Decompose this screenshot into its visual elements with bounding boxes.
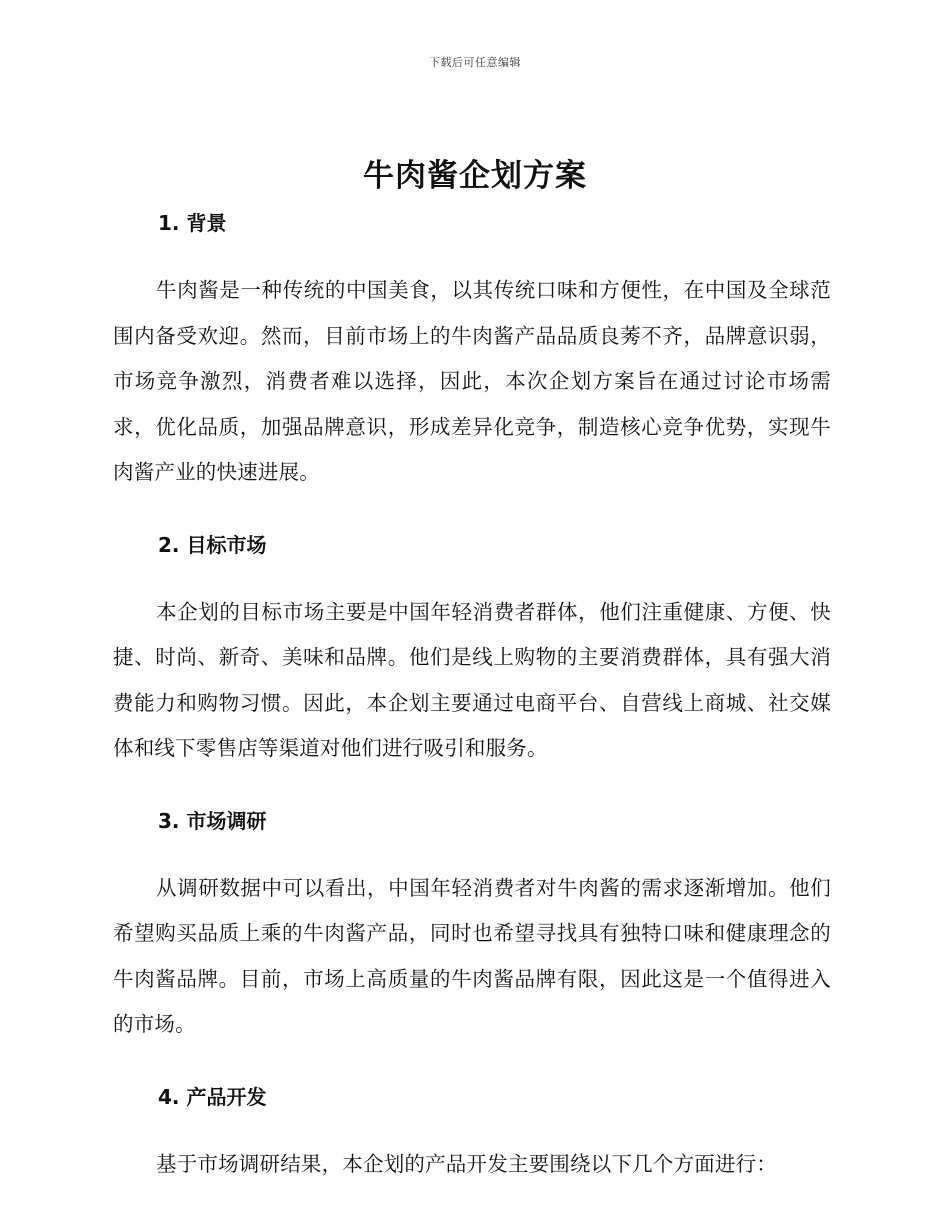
- section-paragraph: 从调研数据中可以看出，中国年轻消费者对牛肉酱的需求逐渐增加。他们希望购买品质上乘的牛肉酱产品，同时也希望寻找具有独特口味和健康理念的牛肉酱品牌。目前，市场上高质量的牛肉酱品牌有限，因此这是一个值得进入的市场。: [113, 875, 831, 1036]
- section-product-development: [113, 1080, 831, 1188]
- section-paragraph: 基于市场调研结果，本企划的产品开发主要围绕以下几个方面进行：: [156, 1151, 777, 1176]
- section-heading: 4. 产品开发: [158, 1084, 267, 1109]
- header-note: 下载后可任意编辑: [429, 56, 521, 69]
- section-market-research: [113, 804, 831, 1048]
- section-background: [113, 206, 831, 496]
- section-heading: 2. 目标市场: [158, 532, 267, 557]
- section-paragraph: 牛肉酱是一种传统的中国美食，以其传统口味和方便性，在中国及全球范围内备受欢迎。然而，目前市场上的牛肉酱产品品质良莠不齐，品牌意识弱，市场竞争激烈，消费者难以选择，因此，本次企划方案旨在通过讨论市场需求，优化品质，加强品牌意识，形成差异化竞争，制造核心竞争优势，实现牛肉酱产业的快速进展。: [113, 278, 831, 484]
- section-paragraph: 本企划的目标市场主要是中国年轻消费者群体，他们注重健康、方便、快捷、时尚、新奇、美味和品牌。他们是线上购物的主要消费群体，具有强大消费能力和购物习惯。因此，本企划主要通过电商平台、自营线上商城、社交媒体和线下零售店等渠道对他们进行吸引和服务。: [113, 599, 831, 760]
- section-heading: 1. 背景: [158, 211, 227, 235]
- section-heading: 3. 市场调研: [158, 808, 267, 833]
- document-title: 牛肉酱企划方案: [363, 158, 587, 194]
- document-content: [113, 206, 831, 1187]
- section-target-market: [113, 528, 831, 772]
